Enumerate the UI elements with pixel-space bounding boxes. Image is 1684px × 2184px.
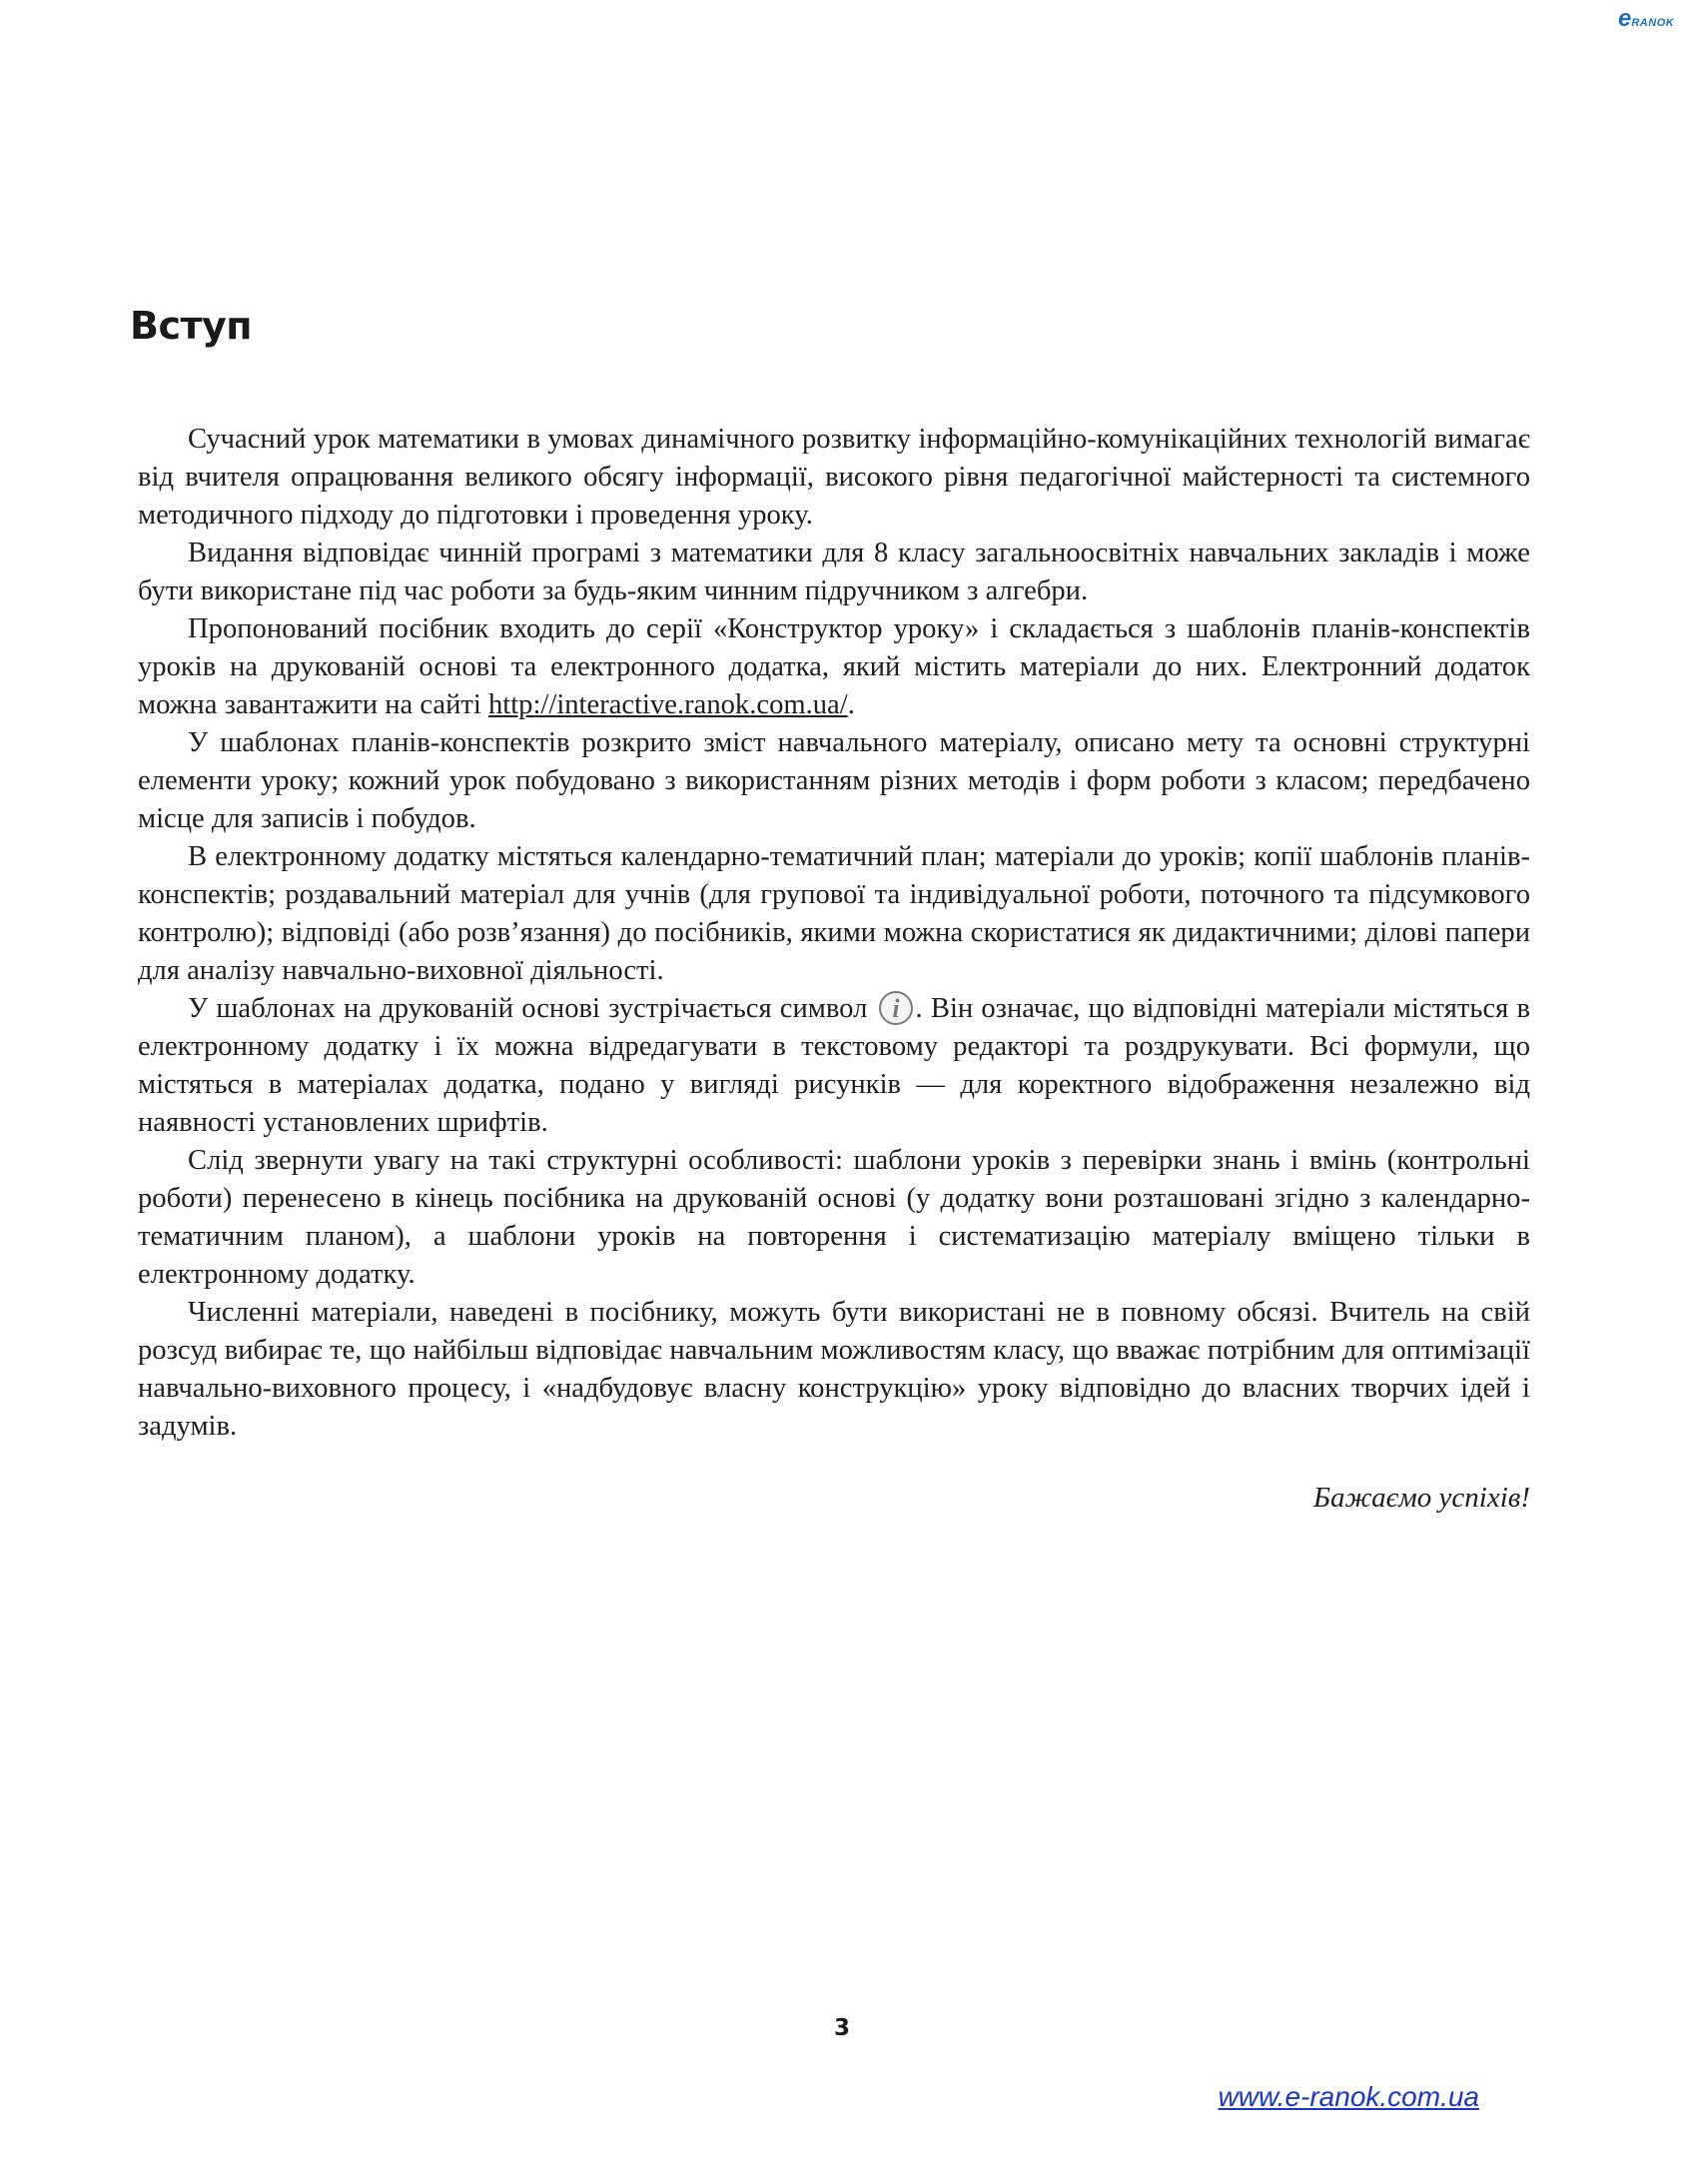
paragraph-6 bbox=[138, 990, 1530, 1142]
introduction-body bbox=[138, 421, 1530, 1446]
paragraph-6-text: У шаблонах на друкованій основі зустрічається символ bbox=[188, 993, 876, 1024]
publisher-logo bbox=[1618, 6, 1684, 32]
paragraph-7: Слід звернути увагу на такі структурні особливості: шаблони уроків з перевірки знань і вмінь (контрольні роботи) перенесено в кінець посібника на друкованій основі (у додатку вони розташовані згідно з календарно-тематичним планом), а шаблони уроків на повторення і систематизацію матеріалу вміщено тільки в електронному додатку. bbox=[138, 1145, 1530, 1290]
info-icon-glyph: i bbox=[891, 994, 900, 1023]
paragraph-2: Видання відповідає чинній програмі з математики для 8 класу загальноосвітніх навчальних закладів і може бути використане під час роботи за будь-яким чинним підручником з алгебри. bbox=[138, 538, 1530, 606]
paragraph-4: У шаблонах планів-конспектів розкрито зміст навчального матеріалу, описано мету та основні структурні елементи уроку; кожний урок побудовано з використанням різних методів і форм роботи з класом; передбачено місце для записів і побудов. bbox=[138, 727, 1530, 834]
paragraph-3-end: . bbox=[847, 689, 855, 720]
page-number: 3 bbox=[833, 2015, 850, 2041]
paragraph-8: Численні матеріали, наведені в посібнику, можуть бути використані не в повному обсязі. Вчитель на свій розсуд вибирає те, що найбільш відповідає навчальним можливостям класу, що вважає потрібним для оптимізації навчально-виховного процесу, і «надбудовує власну конструкцію» уроку відповідно до власних творчих ідей і задумів. bbox=[138, 1297, 1530, 1442]
footer-website-link[interactable]: www.e-ranok.com.ua bbox=[1218, 2081, 1479, 2112]
paragraph-3-text: Пропонований посібник входить до серії «Конструктор уроку» і складається з шаблонів планів-конспектів уроків на друкованій основі та електронного додатка, який містить матеріали до них. Електронний додаток можна завантажити на сайті bbox=[138, 613, 1530, 720]
paragraph-1: Сучасний урок математики в умовах динамічного розвитку інформаційно-комунікаційних технологій вимагає від вчителя опрацювання великого обсягу інформації, високого рівня педагогічної майстерності та системного методичного підходу до підготовки і проведення уроку. bbox=[138, 424, 1530, 531]
interactive-site-link[interactable]: http://interactive.ranok.com.ua/ bbox=[488, 689, 848, 720]
logo-mark: e bbox=[1618, 6, 1632, 32]
closing-wish: Бажаємо успіхів! bbox=[1312, 1482, 1530, 1514]
page-title: Вступ bbox=[130, 304, 253, 348]
info-icon bbox=[878, 990, 914, 1026]
logo-text: RANOK bbox=[1631, 17, 1675, 29]
paragraph-6-end: . Він означає, що відповідні матеріали містяться в електронному додатку і їх можна відредагувати в текстовому редакторі та роздрукувати. Всі формули, що містяться в матеріалах додатка, подано у вигляді рисунків — для коректного відображення незалежно від наявності установлених шрифтів. bbox=[138, 993, 1530, 1138]
paragraph-5: В електронному додатку містяться календарно-тематичний план; матеріали до уроків; копії шаблонів планів-конспектів; роздавальний матеріал для учнів (для групової та індивідуальної роботи, поточного та підсумкового контролю); відповіді (або розв’язання) до посібників, якими можна скористатися як дидактичними; ділові папери для аналізу навчально-виховної діяльності. bbox=[138, 841, 1530, 986]
paragraph-3 bbox=[138, 610, 1530, 724]
